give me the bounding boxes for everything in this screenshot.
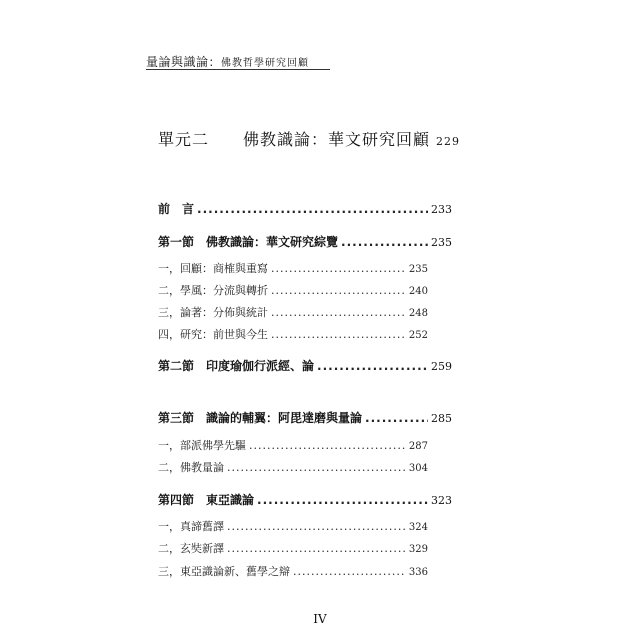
toc-entry-1-3 — [158, 304, 428, 320]
toc-entry-label: 一，回顧：商榷與重寫 — [158, 262, 268, 275]
toc-entry-4-1 — [158, 518, 428, 534]
running-header-subtitle: 佛教哲學研究回顧 — [221, 58, 310, 69]
toc-entry-page: 252 — [408, 330, 428, 341]
running-header — [146, 53, 309, 70]
toc-entry-page: 323 — [431, 494, 452, 507]
toc-entry-section-2 — [158, 357, 452, 374]
toc-entry-1-2 — [158, 282, 428, 298]
toc-entry-page: 259 — [431, 360, 452, 373]
leader-dots — [249, 439, 406, 452]
leader-dots — [293, 565, 406, 578]
toc-entry-label: 二，佛教量論 — [158, 461, 224, 474]
toc-entry-label: 三，東亞識論新、舊學之辯 — [158, 565, 290, 578]
toc-entry-label: 第三節 識論的輔翼：阿毘達磨與量論 — [158, 411, 363, 425]
leader-dots — [365, 411, 428, 425]
toc-entry-label: 第一節 佛教識論：華文研究綜覽 — [158, 235, 339, 249]
page-number: IV — [313, 612, 327, 626]
toc-entry-label: 四，研究：前世與今生 — [158, 328, 268, 341]
toc-entry-1-1 — [158, 260, 428, 276]
toc-entry-label: 一，部派佛學先驅 — [158, 439, 246, 452]
toc-entry-3-1 — [158, 437, 428, 453]
toc-entry-page: 336 — [408, 567, 428, 578]
toc-entry-label: 二，學風：分流與轉折 — [158, 284, 268, 297]
toc-entry-section-1 — [158, 233, 452, 250]
toc-entry-page: 248 — [408, 308, 428, 319]
toc-entry-3-2 — [158, 459, 428, 475]
toc-entry-4-2 — [158, 540, 428, 556]
toc-entry-1-4 — [158, 326, 428, 342]
leader-dots — [197, 202, 428, 216]
leader-dots — [317, 359, 428, 373]
leader-dots — [271, 328, 406, 341]
leader-dots — [257, 493, 428, 507]
toc-entry-section-4 — [158, 491, 452, 508]
toc-entry-page: 324 — [408, 522, 428, 533]
toc-entry-label: 一，真諦舊譯 — [158, 520, 224, 533]
leader-dots — [271, 262, 406, 275]
unit-heading — [158, 127, 461, 150]
toc-entry-section-3 — [158, 409, 452, 426]
leader-dots — [271, 306, 406, 319]
toc-entry-4-3 — [158, 563, 428, 579]
toc-entry-page: 304 — [408, 463, 428, 474]
running-header-title: 量論與識論： — [146, 55, 222, 69]
unit-heading-label: 單元二 佛教識論：華文研究回顧 — [158, 130, 431, 149]
toc-entry-page: 285 — [431, 412, 452, 425]
unit-heading-page: 229 — [436, 135, 461, 148]
toc-entry-label: 三，論著：分佈與統計 — [158, 306, 268, 319]
toc-entry-page: 287 — [408, 441, 428, 452]
toc-entry-preface — [158, 200, 452, 217]
leader-dots — [227, 461, 406, 474]
leader-dots — [227, 520, 406, 533]
leader-dots — [271, 284, 406, 297]
header-rule — [146, 69, 330, 70]
toc-entry-label: 前 言 — [158, 202, 195, 216]
leader-dots — [227, 542, 406, 555]
toc-entry-page: 329 — [408, 544, 428, 555]
toc-entry-label: 第四節 東亞識論 — [158, 493, 255, 507]
toc-entry-page: 233 — [431, 203, 452, 216]
toc-entry-page: 235 — [408, 264, 428, 275]
toc-entry-label: 第二節 印度瑜伽行派經、論 — [158, 359, 315, 373]
toc-entry-page: 240 — [408, 286, 428, 297]
toc-entry-label: 二，玄奘新譯 — [158, 542, 224, 555]
leader-dots — [341, 235, 428, 249]
toc-entry-page: 235 — [431, 236, 452, 249]
